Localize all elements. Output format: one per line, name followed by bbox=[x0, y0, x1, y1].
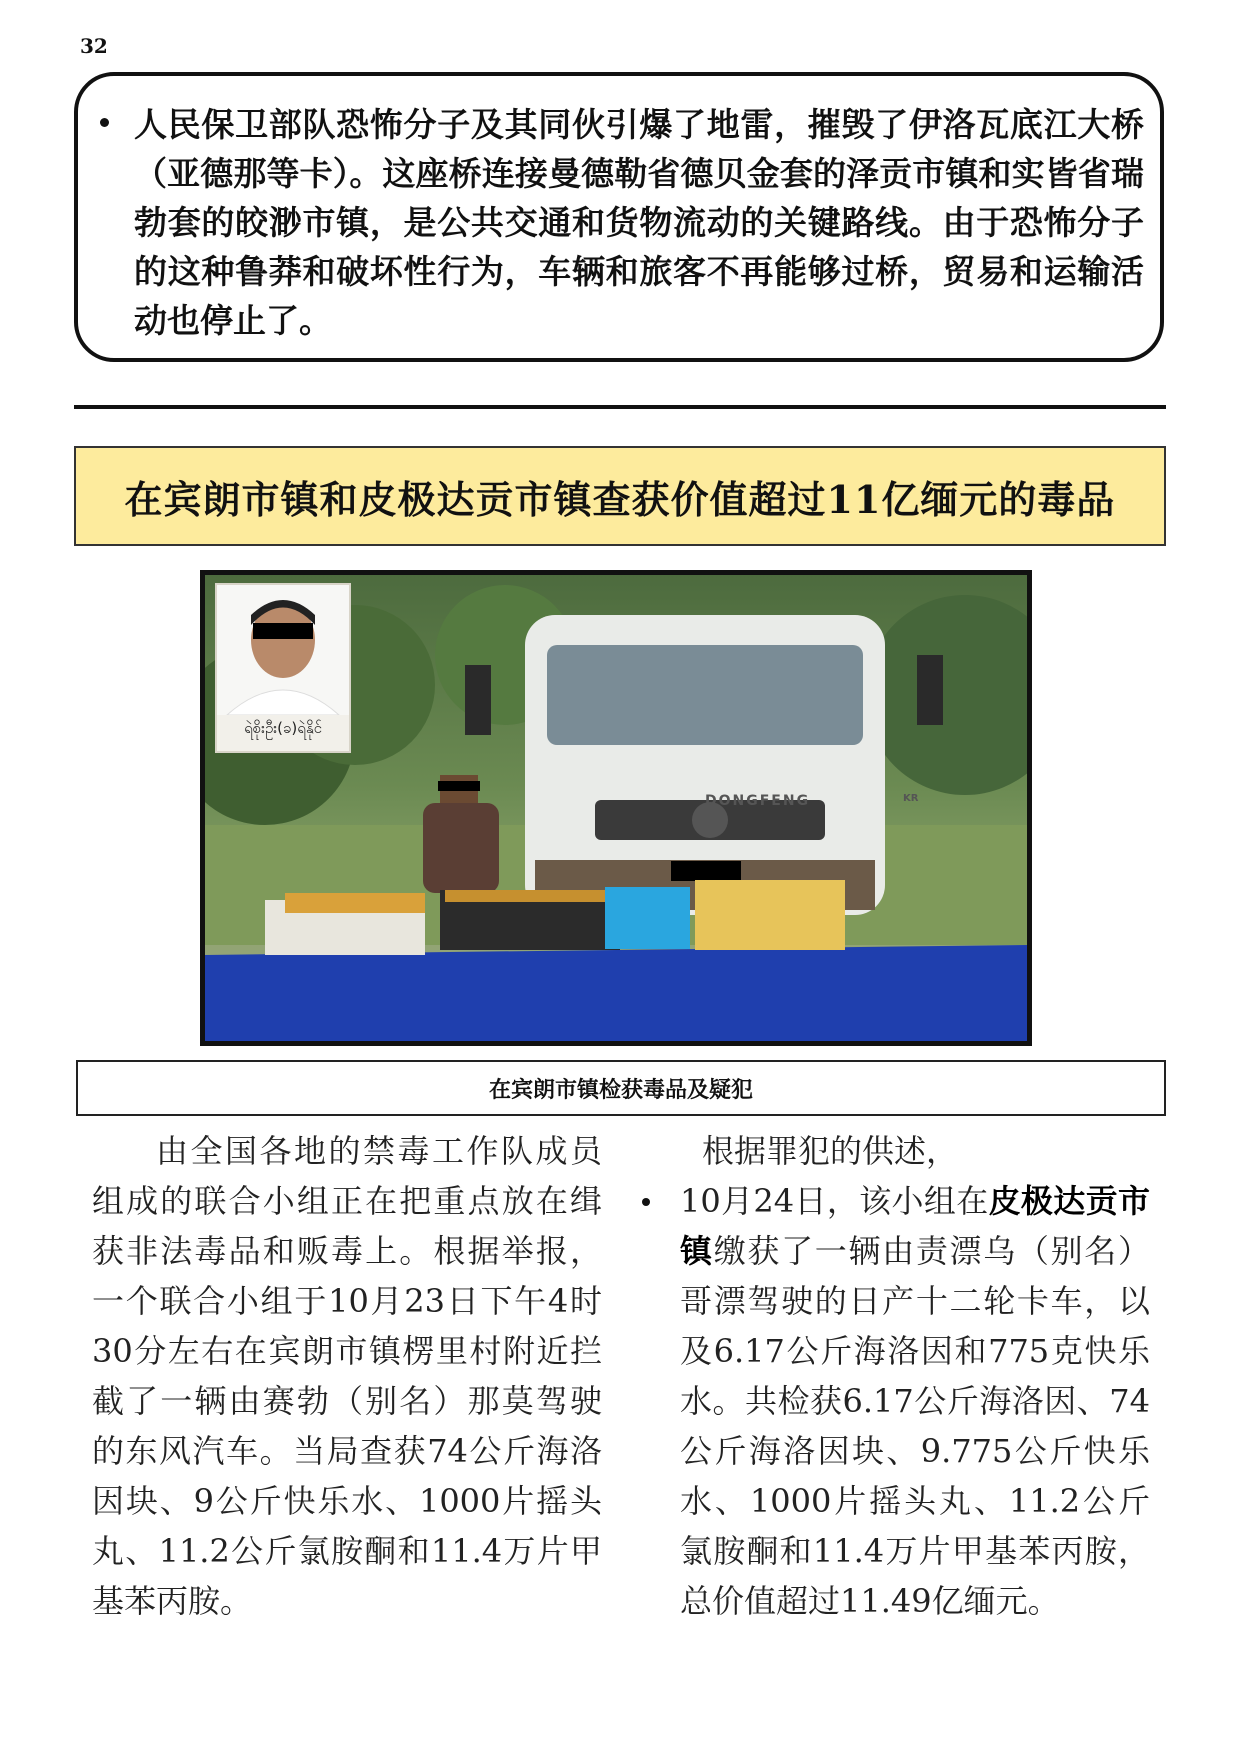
headline-banner bbox=[74, 446, 1166, 546]
right-column bbox=[638, 1126, 1150, 1626]
right-bullet-item bbox=[638, 1176, 1150, 1626]
page-number: 32 bbox=[80, 34, 108, 58]
item-rest: 缴获了一辆由责漂乌（别名）哥漂驾驶的日产十二轮卡车，以及6.17公斤海洛因和775克快乐水。共检获6.17公斤海洛因、74公斤海洛因块、9.775公斤快乐水、1000片摇头丸、11.2公斤氯胺酮和11.4万片甲基苯丙胺，总价值超过11.49亿缅元。 bbox=[680, 1232, 1150, 1620]
left-paragraph: 由全国各地的禁毒工作队成员组成的联合小组正在把重点放在缉获非法毒品和贩毒上。根据举报，一个联合小组于10月23日下午4时30分左右在宾朗市镇楞里村附近拦截了一辆由赛勃（别名）那莫驾驶的东风汽车。当局查获74公斤海洛因块、9公斤快乐水、1000片摇头丸、11.2公斤氯胺酮和11.4万片甲基苯丙胺。 bbox=[92, 1132, 602, 1620]
left-column bbox=[92, 1126, 602, 1626]
bullet-dot-icon bbox=[642, 1198, 650, 1206]
bullet-dot-icon bbox=[100, 118, 109, 127]
news-photo bbox=[200, 570, 1032, 1046]
top-bullet-box bbox=[74, 72, 1164, 362]
section-divider bbox=[74, 405, 1166, 409]
item-prefix: 10月24日，该小组在 bbox=[680, 1182, 989, 1220]
suspect-inset-photo bbox=[215, 583, 351, 753]
truck-brand-text: DONGFENG bbox=[705, 793, 811, 809]
inset-caption: ရဲစိုးဦး(ခ)ရဲနိုင် bbox=[244, 719, 322, 737]
item-bold-location: 皮极达贡市镇 bbox=[680, 1182, 1150, 1270]
right-intro: 根据罪犯的供述， bbox=[702, 1132, 959, 1170]
suspect-portrait bbox=[217, 585, 349, 715]
top-bullet-text: 人民保卫部队恐怖分子及其同伙引爆了地雷，摧毁了伊洛瓦底江大桥（亚德那等卡）。这座桥连接曼德勒省德贝金套的泽贡市镇和实皆省瑞勃套的皎渺市镇，是公共交通和货物流动的关键路线。由于恐怖分子的这种鲁莽和破坏性行为，车辆和旅客不再能够过桥，贸易和运输活动也停止了。 bbox=[134, 105, 1144, 340]
truck-badge-text: KR bbox=[903, 793, 919, 804]
headline-title: 在宾朗市镇和皮极达贡市镇查获价值超过11亿缅元的毒品 bbox=[124, 476, 1116, 522]
photo-caption: 在宾朗市镇检获毒品及疑犯 bbox=[76, 1060, 1166, 1116]
